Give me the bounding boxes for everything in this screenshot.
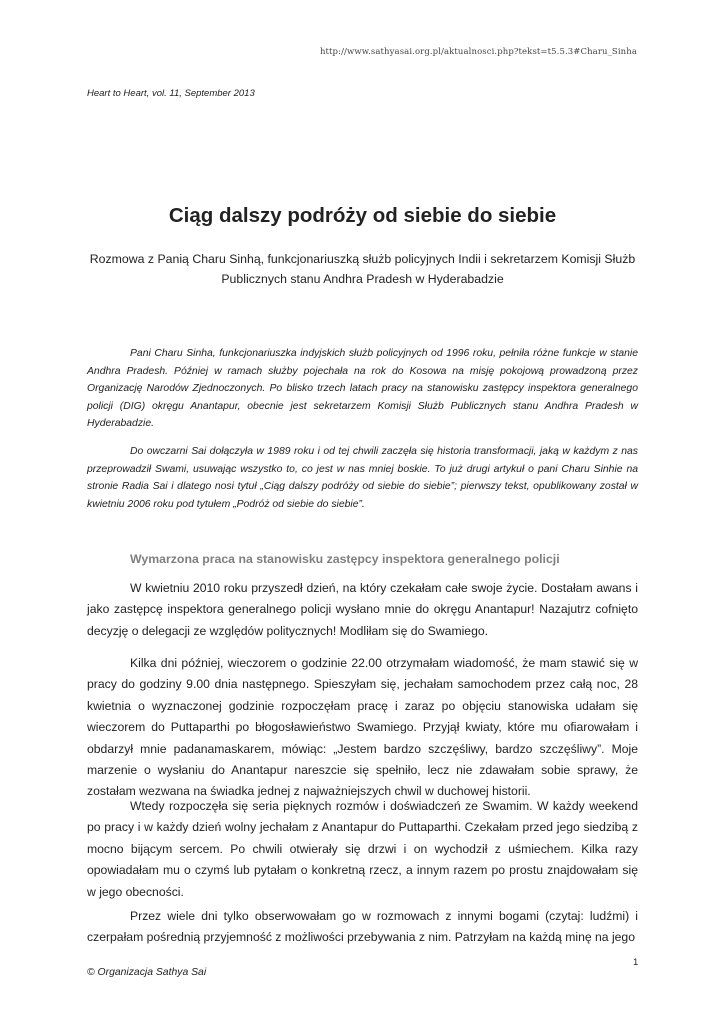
source-url: http://www.sathyasai.org.pl/aktualnosci.php?tekst=t5.5.3#Charu_Sinha (319, 47, 637, 57)
publication-source: Heart to Heart, vol. 11, September 2013 (87, 88, 255, 99)
body-paragraph: Kilka dni później, wieczorem o godzinie 22.00 otrzymałam wiadomość, że mam stawić się w pracy do godziny 9.00 dnia następnego. Spieszyłam się, jechałam samochodem przez całą noc, 28 kwietnia o wyznaczonej godzinie rozpoczęłam pracę i zaraz po objęciu stanowiska udałam się wieczorem do Puttaparthi po błogosławieństwo Swamiego. Przyjął kwiaty, które mu ofiarowałam i obdarzył mnie padanamaskarem, mówiąc: „Jestem bardzo szczęśliwy, bardzo szczęśliwy”. Moje marzenie o wysłaniu do Anantapur nareszcie się spełniło, lecz nie zdawałam sobie sprawy, że zostałam wezwana na świadka jednej z najważniejszych chwil w duchowej historii. (87, 656, 638, 799)
article-subtitle: Rozmowa z Panią Charu Sinhą, funkcjonariuszką służb policyjnych Indii i sekretarzem Komisji Służb Publicznych stanu Andhra Pradesh w Hyderabadzie (89, 252, 636, 286)
section-heading: Wymarzona praca na stanowisku zastępcy inspektora generalnego policji (130, 552, 560, 566)
intro-paragraph: Do owczarni Sai dołączyła w 1989 roku i od tej chwili zaczęła się historia transformacji, jaką w każdym z nas przeprowadził Swami, usuwając wszystko to, co jest w nas mniej boskie. To już drugi artykuł o pani Charu Sinhie na stronie Radia Sai i dlatego nosi tytuł „Ciąg dalszy podróży od siebie do siebie”; pierwszy tekst, opublikowany został w kwietniu 2006 roku pod tytułem „Podróż od siebie do siebie”. (87, 446, 638, 510)
body-paragraph: Wtedy rozpoczęła się seria pięknych rozmów i doświadczeń ze Swamim. W każdy weekend po pracy i w każdy dzień wolny jechałam z Anantapur do Puttaparthi. Czekałam przed jego siedzibą z mocno bijącym sercem. Po chwili otwierały się drzwi i on wychodził z uśmiechem. Kilka razy opowiadałam mu o czymś lub pytałam o konkretną rzecz, a innym razem po prostu znajdowałam się w jego obecności. (87, 799, 638, 899)
body-paragraph: W kwietniu 2010 roku przyszedł dzień, na który czekałam całe swoje życie. Dostałam awans i jako zastępcę inspektora generalnego policji wysłano mnie do okręgu Anantapur! Nazajutrz cofnięto decyzję o delegacji ze względów politycznych! Modliłam się do Swamiego. (87, 581, 638, 638)
intro-paragraph: Pani Charu Sinha, funkcjonariuszka indyjskich służb policyjnych od 1996 roku, pełniła różne funkcje w stanie Andhra Pradesh. Później w ramach służby pojechała na rok do Kosowa na misję pokojową prowadzoną przez Organizację Narodów Zjednoczonych. Po blisko trzech latach pracy na stanowisku zastępcy inspektora generalnego policji (DIG) okręgu Anantapur, obecnie jest sekretarzem Komisji Służb Publicznych stanu Andhra Pradesh w Hyderabadzie. (87, 348, 638, 430)
footer-copyright: © Organizacja Sathya Sai (87, 967, 207, 978)
article-title: Ciąg dalszy podróży od siebie do siebie (168, 204, 557, 227)
body-paragraph: Przez wiele dni tylko obserwowałam go w rozmowach z innymi bogami (czytaj: ludźmi) i czerpałam pośrednią przyjemność z możliwości przebywania z nim. Patrzyłam na każdą minę na jego (87, 909, 638, 945)
page-number: 1 (633, 957, 639, 968)
